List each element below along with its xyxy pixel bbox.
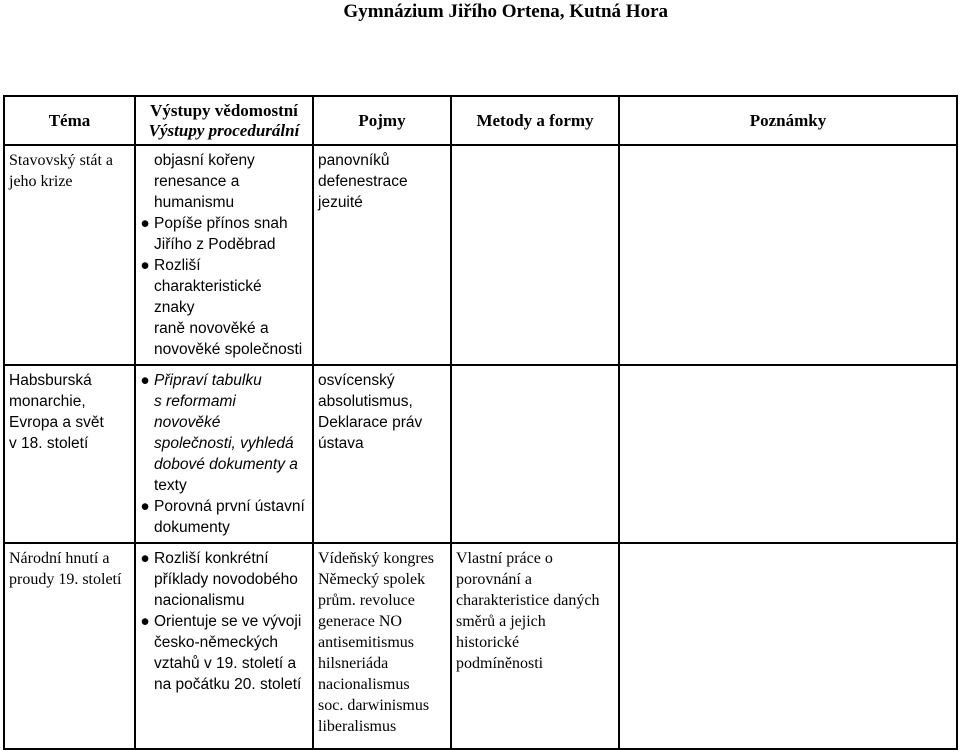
cell-tema [4,543,135,749]
text-line: česko-německých [154,634,279,651]
header-tema: Téma [4,96,135,145]
list-item [140,548,306,611]
text-line: Evropa a svět [9,414,104,431]
text-line: Vlastní práce o [456,550,553,567]
table-row [4,543,957,749]
text-line: směrů a jejich [456,613,546,630]
text-line: podmíněnosti [456,655,544,672]
cell-tema [4,145,135,365]
text-line: Orientuje se ve vývoji [154,613,302,630]
text-line: monarchie, [9,393,86,410]
bullet-icon: ● [140,372,150,389]
cell-metody [451,543,619,749]
list-item [140,213,306,255]
text-line: soc. darwinismus [318,697,430,714]
cell-vystupy [135,543,313,749]
text-line: ústava [318,435,364,452]
text-line: Porovná první ústavní [154,498,305,515]
list-item [140,496,306,538]
text-line: charakteristické znaky [154,278,262,316]
table-header-row [4,96,957,145]
school-header [0,0,960,24]
cell-pojmy [313,543,451,749]
header-metody: Metody a formy [451,96,619,145]
text-line: panovníků [318,152,390,169]
cell-pojmy [313,365,451,543]
text-line: Německý spolek [318,571,426,588]
cell-poznamky [619,145,957,365]
text-line: antisemitismus [318,634,414,651]
text-line: osvícenský [318,372,395,389]
text-line: defenestrace [318,173,408,190]
cell-poznamky [619,543,957,749]
text-line: na počátku 20. století [154,676,302,693]
list-item [140,611,306,695]
cell-poznamky [619,365,957,543]
text-line: proudy 19. století [9,571,122,588]
text-line: jeho krize [9,173,73,190]
text-line: objasní kořeny [154,152,255,169]
text-line: s reformami novověké [154,393,236,431]
cell-tema [4,365,135,543]
text-line: Deklarace práv [318,414,423,431]
bullet-icon: ● [140,215,150,232]
text-line: humanismu [154,194,235,211]
list-item [140,255,306,360]
text-line: Rozliší konkrétní [154,550,269,567]
text-line: Vídeňský kongres [318,550,434,567]
text-line: v 18. století [9,435,89,452]
table-row [4,365,957,543]
text-line: příklady novodobého [154,571,298,588]
bullet-icon: ● [140,257,150,274]
text-line: Habsburská [9,372,92,389]
text-line: absolutismus, [318,393,413,410]
text-line: renesance a [154,173,240,190]
text-line: jezuité [318,194,363,211]
text-line: dokumenty [154,519,230,536]
bullet-icon: ● [140,498,150,515]
header-poznamky: Poznámky [619,96,957,145]
text-line: Národní hnutí a [9,550,110,567]
text-line: dobové dokumenty a [154,456,298,473]
table-row [4,145,957,365]
text-line: nacionalismus [318,676,410,693]
header-vystupy-vedomostni: Výstupy vědomostní [150,100,298,120]
cell-metody [451,145,619,365]
bullet-icon: ● [140,550,150,567]
text-line: generace NO [318,613,402,630]
header-vystupy [135,96,313,145]
text-line: Popíše přínos snah [154,215,288,232]
text-line: Jiřího z Poděbrad [154,236,276,253]
list-item [140,370,306,496]
text-line: texty [154,477,187,494]
text-line: prům. revoluce [318,592,415,609]
text-line: charakteristice daných [456,592,600,609]
text-line: Stavovský stát a [9,152,113,169]
header-vystupy-proceduralni: Výstupy procedurální [148,120,300,140]
cell-pojmy [313,145,451,365]
text-line: hilsneriáda [318,655,389,672]
cell-vystupy [135,365,313,543]
text-line: společnosti, vyhledá [154,435,294,452]
text-line: porovnání a [456,571,532,588]
school-header-text: Gymnázium Jiřího Ortena, Kutná Hora [343,1,668,22]
text-line: novověké společnosti [154,341,303,358]
curriculum-table [3,95,958,750]
text-line: nacionalismu [154,592,245,609]
text-line: liberalismus [318,718,397,735]
text-line: raně novověké a [154,320,269,337]
text-line: historické [456,634,520,651]
text-line: vztahů v 19. století a [154,655,297,672]
text-line: Rozliší [154,257,201,274]
header-pojmy: Pojmy [313,96,451,145]
text-line: Připraví tabulku [154,372,262,389]
cell-vystupy [135,145,313,365]
cell-metody [451,365,619,543]
bullet-icon: ● [140,613,150,630]
